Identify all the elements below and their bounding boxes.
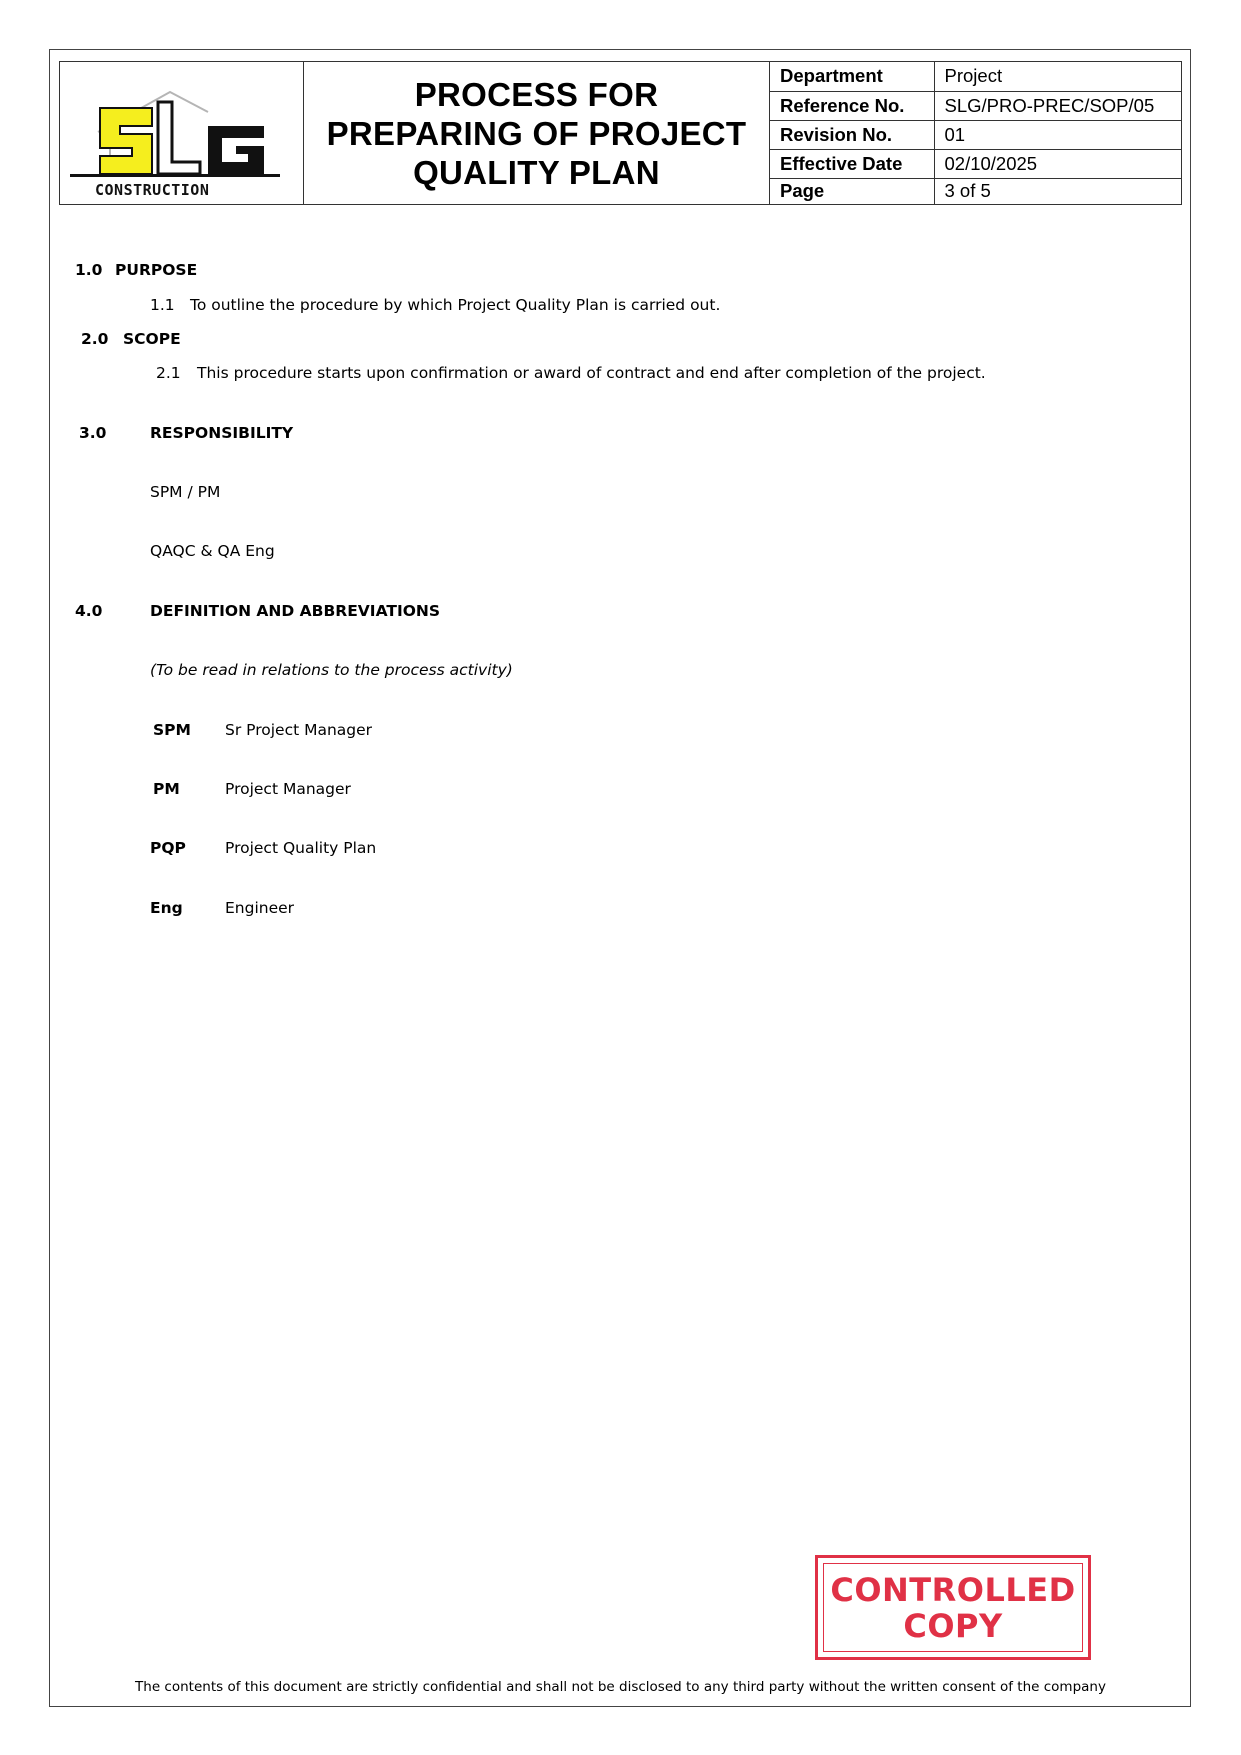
abbreviation-meaning: Engineer xyxy=(225,899,295,917)
item-number: 1.1 xyxy=(150,296,175,314)
slg-construction-logo-graphic xyxy=(60,62,302,204)
responsibility-item: QAQC & QA Eng xyxy=(150,542,275,560)
meta-value: 01 xyxy=(934,120,1181,149)
meta-row-department xyxy=(770,62,1181,91)
abbreviation: Eng xyxy=(150,899,183,917)
document-title xyxy=(317,75,757,192)
item-number: 2.1 xyxy=(156,364,181,382)
section-heading-definitions: DEFINITION AND ABBREVIATIONS xyxy=(150,602,441,620)
meta-row-page xyxy=(770,178,1181,204)
document-title-cell xyxy=(304,62,770,204)
abbreviation-meaning: Project Manager xyxy=(225,780,351,798)
stamp-inner-border xyxy=(823,1563,1083,1652)
abbreviation-meaning: Project Quality Plan xyxy=(225,839,377,857)
document-meta xyxy=(770,62,1181,204)
abbreviation: SPM xyxy=(153,721,191,739)
meta-label: Department xyxy=(770,62,934,91)
purpose-text: To outline the procedure by which Project Quality Plan is carried out. xyxy=(190,296,721,314)
stamp-line: CONTROLLED xyxy=(830,1570,1076,1609)
meta-table xyxy=(770,62,1181,204)
meta-label: Page xyxy=(770,178,934,204)
company-logo xyxy=(60,62,304,204)
document-header xyxy=(59,61,1182,205)
controlled-copy-stamp xyxy=(815,1555,1091,1660)
meta-row-effective-date xyxy=(770,149,1181,178)
section-heading-scope: SCOPE xyxy=(123,330,181,348)
title-line: PROCESS FOR xyxy=(414,75,659,113)
meta-row-revision xyxy=(770,120,1181,149)
abbreviation: PQP xyxy=(150,839,186,857)
abbreviation-meaning: Sr Project Manager xyxy=(225,721,373,739)
meta-label: Revision No. xyxy=(770,120,934,149)
meta-value: 02/10/2025 xyxy=(934,149,1181,178)
section-number: 2.0 xyxy=(81,330,109,348)
title-line: QUALITY PLAN xyxy=(413,153,660,191)
meta-label: Effective Date xyxy=(770,149,934,178)
section-heading-purpose: PURPOSE xyxy=(115,261,198,279)
meta-value: SLG/PRO-PREC/SOP/05 xyxy=(934,91,1181,120)
logo-subtext: CONSTRUCTION xyxy=(95,181,210,199)
meta-row-reference xyxy=(770,91,1181,120)
scope-text: This procedure starts upon confirmation or award of contract and end after completion of the project. xyxy=(197,364,986,382)
abbreviation: PM xyxy=(153,780,180,798)
section-number: 1.0 xyxy=(75,261,103,279)
section-heading-responsibility: RESPONSIBILITY xyxy=(150,424,294,442)
stamp-line: COPY xyxy=(903,1606,1003,1645)
confidentiality-footer: The contents of this document are strictly confidential and shall not be disclosed to any third party without the written consent of the company xyxy=(135,1679,1106,1695)
meta-value: 3 of 5 xyxy=(944,180,991,202)
responsibility-item: SPM / PM xyxy=(150,483,221,501)
section-number: 4.0 xyxy=(75,602,103,620)
meta-label: Reference No. xyxy=(770,91,934,120)
title-line: PREPARING OF PROJECT xyxy=(326,114,747,152)
definitions-note: (To be read in relations to the process activity) xyxy=(150,661,513,679)
meta-value: Project xyxy=(934,62,1181,91)
section-number: 3.0 xyxy=(79,424,107,442)
